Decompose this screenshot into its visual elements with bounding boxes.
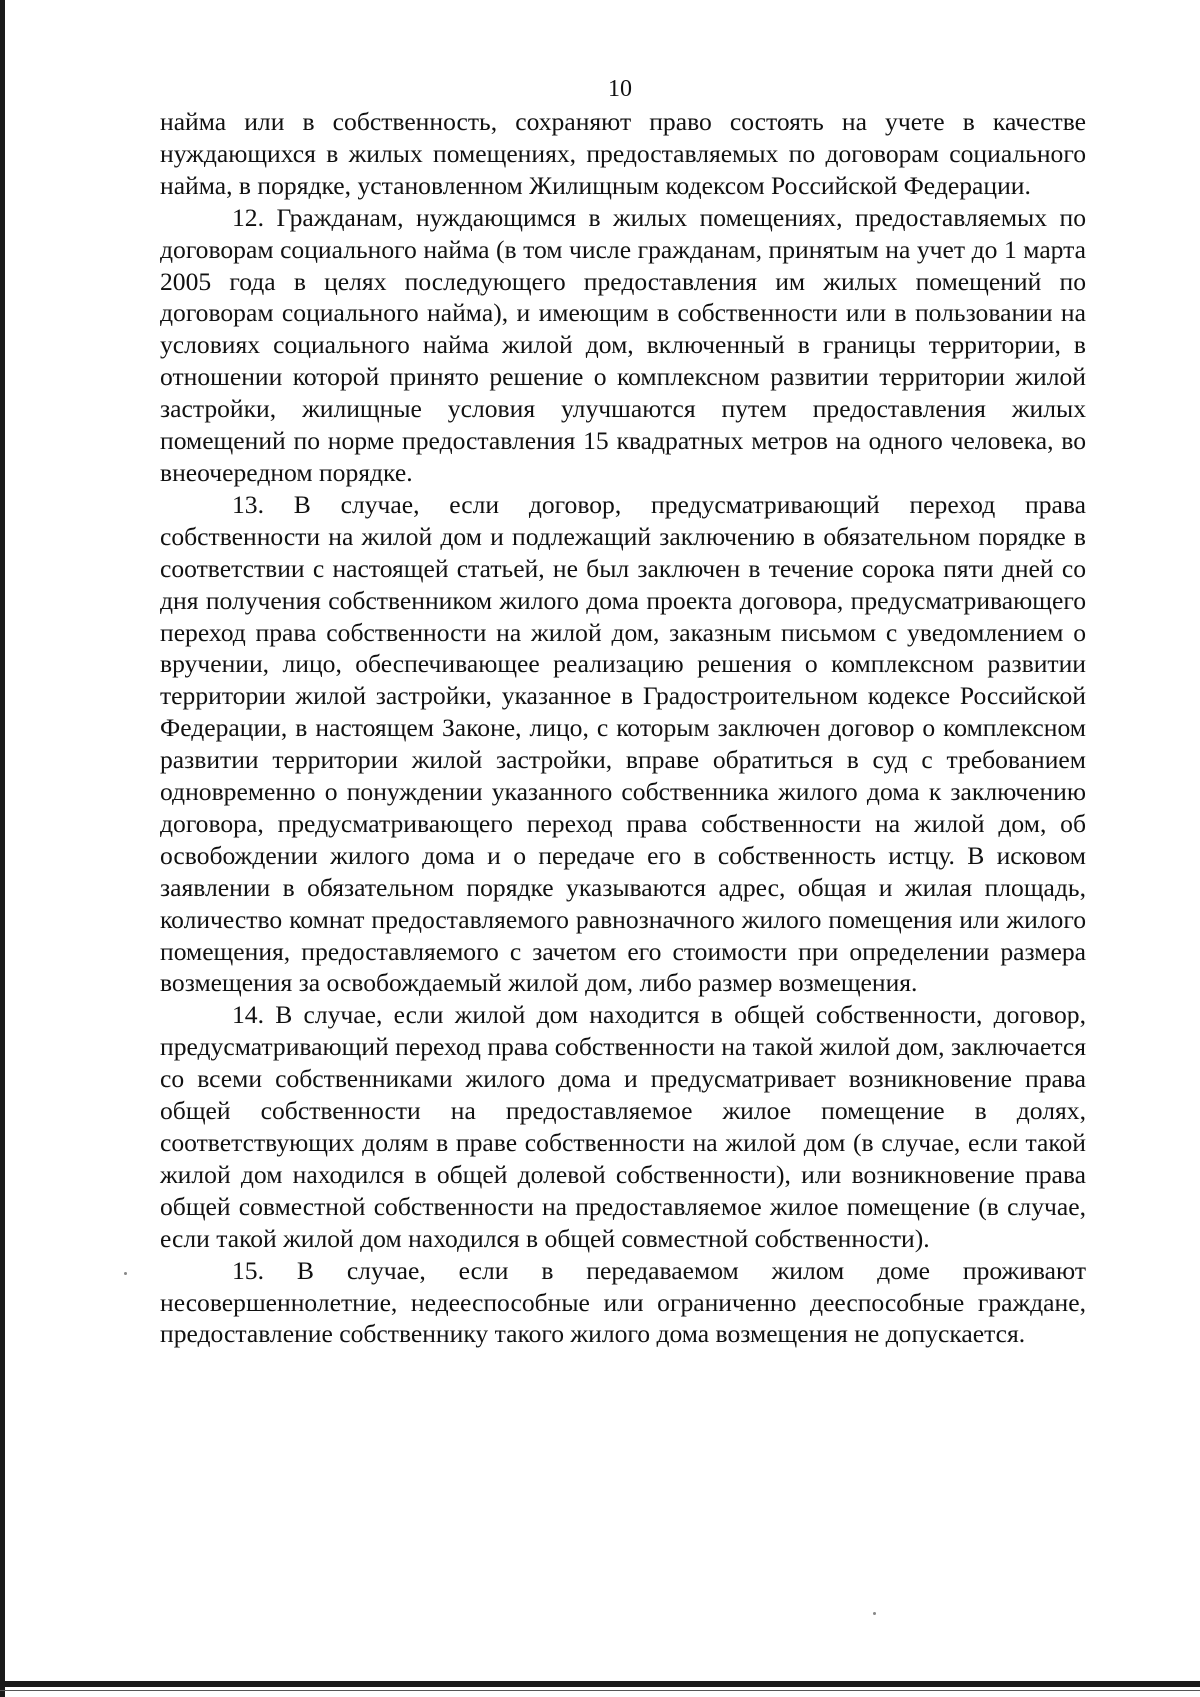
- document-body: [160, 106, 1086, 1350]
- paragraph-14: 14. В случае, если жилой дом находится в общей собственности, договор, предусматривающий переход права собственности на такой жилой дом, заключается со всеми собственниками жилого дома и предусматривает возникновение права общей собственности на предоставляемое жилое помещение в долях, соответствующих долям в праве собственности на жилой дом (в случае, если такой жилой дом находился в общей долевой собственности), или возникновение права общей совместной собственности на предоставляемое жилое помещение (в случае, если такой жилой дом находился в общей совместной собственности).: [160, 1000, 1086, 1253]
- paragraph-11-continuation: найма или в собственность, сохраняют право состоять на учете в качестве нуждающихся в жилых помещениях, предоставляемых по договорам социального найма, в порядке, установленном Жилищным кодексом Российской Федерации.: [160, 107, 1086, 200]
- paragraph-13: 13. В случае, если договор, предусматривающий переход права собственности на жилой дом и подлежащий заключению в обязательном порядке в соответствии с настоящей статьей, не был заключен в течение сорока пяти дней со дня получения собственником жилого дома проекта договора, предусматривающего переход права собственности на жилой дом, заказным письмом с уведомлением о вручении, лицо, обеспечивающее реализацию решения о комплексном развитии территории жилой застройки, указанное в Градостроительном кодексе Российской Федерации, в настоящем Законе, лицо, с которым заключен договор о комплексном развитии территории жилой застройки, вправе обратиться в суд с требованием одновременно о понуждении указанного собственника жилого дома к заключению договора, предусматривающего переход права собственности на жилой дом, об освобождении жилого дома и о передаче его в собственность истцу. В исковом заявлении в обязательном порядке указываются адрес, общая и жилая площадь, количество комнат предоставляемого равнозначного жилого помещения или жилого помещения, предоставляемого с зачетом его стоимости при определении размера возмещения за освобождаемый жилой дом, либо размер возмещения.: [160, 489, 1086, 998]
- paragraph-15: 15. В случае, если в передаваемом жилом доме проживают несовершеннолетние, недееспособные или ограниченно дееспособные граждане, предоставление собственнику такого жилого дома возмещения не допускается.: [160, 1255, 1086, 1349]
- page-number: 10: [608, 76, 632, 102]
- scan-border-left: [0, 0, 5, 1697]
- scan-speck: [124, 1272, 127, 1275]
- scan-border-bottom-thin: [0, 1690, 1200, 1691]
- scan-border-bottom: [0, 1681, 1200, 1687]
- paragraph-12: 12. Гражданам, нуждающимся в жилых помещениях, предоставляемых по договорам социального найма (в том числе гражданам, принятым на учет до 1 марта 2005 года в целях последующего предоставления им жилых помещений по договорам социального найма), и имеющим в собственности или в пользовании на условиях социального найма жилой дом, включенный в границы территории, в отношении которой принято решение о комплексном развитии территории жилой застройки, жилищные условия улучшаются путем предоставления жилых помещений по норме предоставления 15 квадратных метров на одного человека, во внеочередном порядке.: [160, 202, 1086, 487]
- scan-speck: [873, 1612, 876, 1615]
